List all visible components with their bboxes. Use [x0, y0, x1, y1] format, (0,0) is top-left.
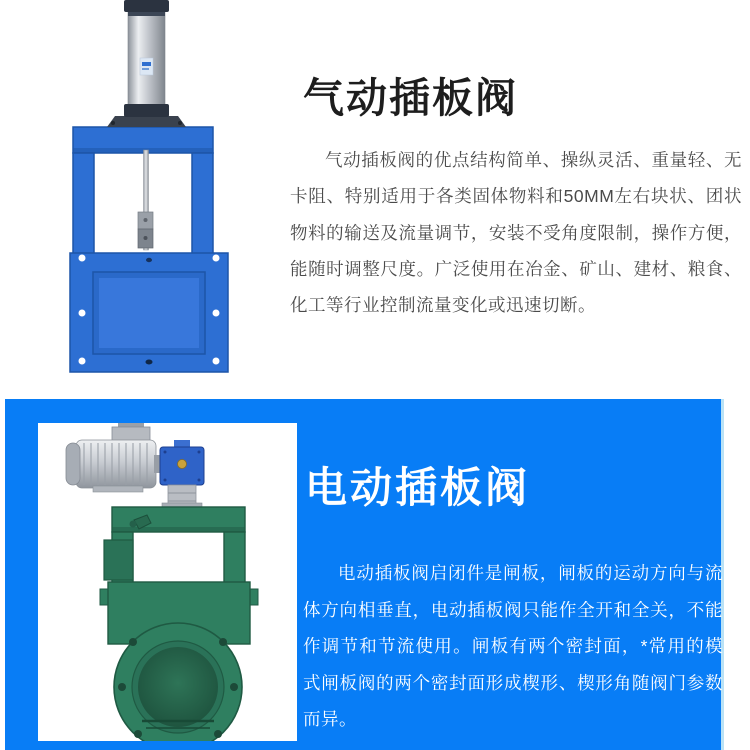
electric-valve-section: [5, 399, 724, 750]
pneumatic-valve-illustration: [55, 0, 280, 380]
product-description-electric: 电动插板阀启闭件是闸板，闸板的运动方向与流体方向相垂直，电动插板阀只能作全开和全关，不能作调节和节流使用。闸板有两个密封面，*常用的模式闸板阀的两个密封面形成楔形、楔形角随阀门参数而异。: [303, 563, 723, 729]
pneumatic-valve-photo: [55, 0, 280, 380]
electric-valve-photo: [38, 423, 297, 741]
electric-valve-illustration: [38, 423, 297, 741]
product-description-pneumatic: 气动插板阀的优点结构简单、操纵灵活、重量轻、无卡阻、特别适用于各类固体物料和50MM左右块状、团状物料的输送及流量调节，安装不受角度限制，操作方便，能随时调整尺度。广泛使用在冶金、矿山、建材、粮食、化工等行业控制流量变化或迅速切断。: [290, 150, 742, 316]
product-title-pneumatic: 气动插板阀: [303, 75, 518, 121]
product-title-electric: 电动插板阀: [305, 464, 531, 511]
